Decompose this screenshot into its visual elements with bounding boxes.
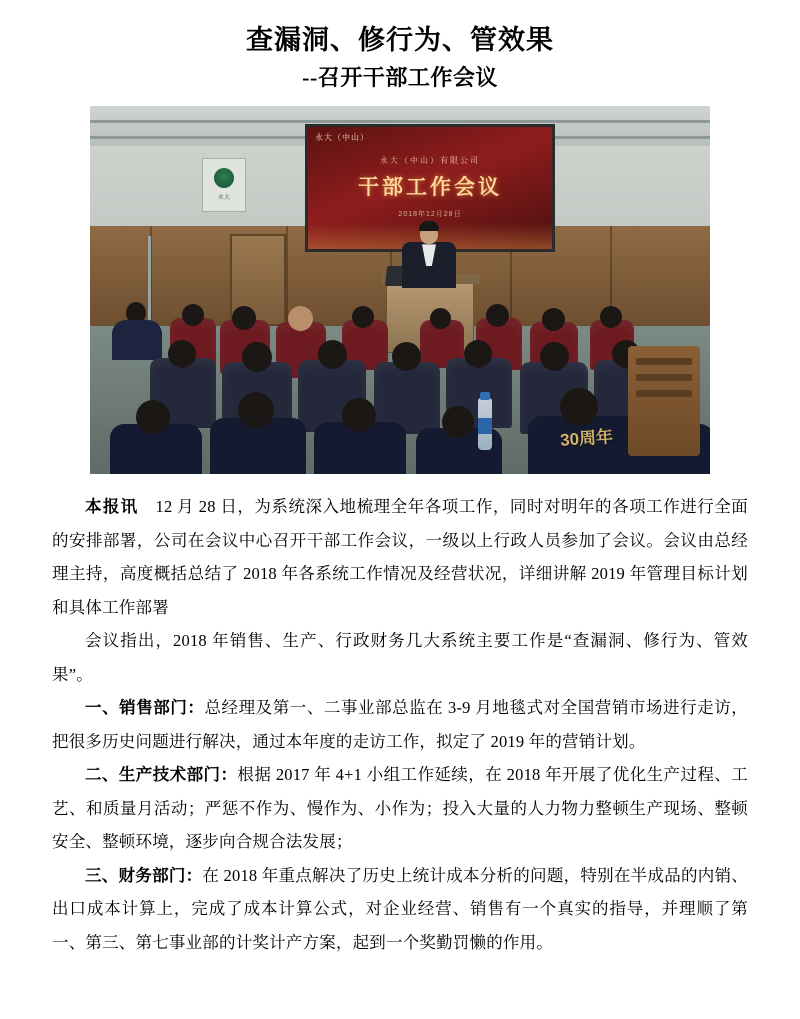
paragraph-5 bbox=[52, 859, 748, 959]
bottle-cap bbox=[480, 392, 490, 400]
flag-pole bbox=[148, 236, 151, 328]
paragraph-1-lead: 本报讯 bbox=[85, 497, 139, 517]
meeting-photo bbox=[90, 106, 710, 474]
screen-main-title: 干部工作会议 bbox=[358, 176, 502, 200]
paragraph-4 bbox=[52, 758, 748, 858]
wall-panel-label: 永大 bbox=[217, 195, 230, 202]
wooden-chair bbox=[628, 346, 700, 456]
paragraph-1-text: 12 月 28 日，为系统深入地梳理全年各项工作，同时对明年的各项工作进行全面的安排部署，公司在会议中心召开干部工作会议，一级以上行政人员参加了会议。会议由总经理主持，高度概括总结了 2018 年各系统工作情况及经营状况，详细讲解 2019 年管理目标计划和具体工作部署 bbox=[52, 497, 749, 617]
screen-subline: 永大（中山）有限公司 bbox=[380, 156, 480, 166]
paragraph-2-text: 会议指出，2018 年销售、生产、行政财务几大系统主要工作是“查漏洞、修行为、管效果”。 bbox=[52, 631, 748, 684]
paragraph-1 bbox=[52, 490, 748, 624]
page-title: 查漏洞、修行为、管效果 bbox=[246, 25, 554, 55]
wall-emblem-panel bbox=[202, 158, 246, 212]
screen-logo-text: 永大（中山） bbox=[315, 133, 369, 143]
paragraph-4-lead: 二、生产技术部门： bbox=[85, 765, 238, 785]
paragraph-4-text: 根据 2017 年 4+1 小组工作延续，在 2018 年开展了优化生产过程、工艺、和质量月活动；严惩不作为、慢作为、小作为；投入大量的人力物力整顿生产现场、整顿安全、整顿环境，逐步向合规合法发展； bbox=[52, 765, 748, 852]
jacket-badge: 30周年 bbox=[559, 427, 614, 451]
paragraph-3-lead: 一、销售部门： bbox=[85, 698, 205, 718]
paragraph-2 bbox=[52, 624, 748, 691]
photo-canvas bbox=[90, 106, 710, 474]
paragraph-3-text: 总经理及第一、二事业部总监在 3-9 月地毯式对全国营销市场进行走访，把很多历史问题进行解决，通过本年度的走访工作，拟定了 2019 年的营销计划。 bbox=[52, 698, 748, 751]
article-body bbox=[52, 490, 748, 959]
page-subtitle: --召开干部工作会议 bbox=[302, 64, 498, 90]
company-emblem-icon bbox=[214, 168, 234, 188]
paragraph-5-text: 在 2018 年重点解决了历史上统计成本分析的问题，特别在半成品的内销、出口成本计算上，完成了成本计算公式，对企业经营、销售有一个真实的指导，并理顺了第一、第三、第七事业部的计奖计产方案，起到一个奖勤罚懒的作用。 bbox=[52, 865, 748, 952]
bottle-label bbox=[478, 418, 492, 434]
paragraph-3 bbox=[52, 691, 748, 758]
paragraph-5-lead: 三、财务部门： bbox=[85, 865, 203, 885]
screen-date: 2018年12月28日 bbox=[398, 211, 462, 219]
speaker-hair bbox=[419, 221, 439, 231]
